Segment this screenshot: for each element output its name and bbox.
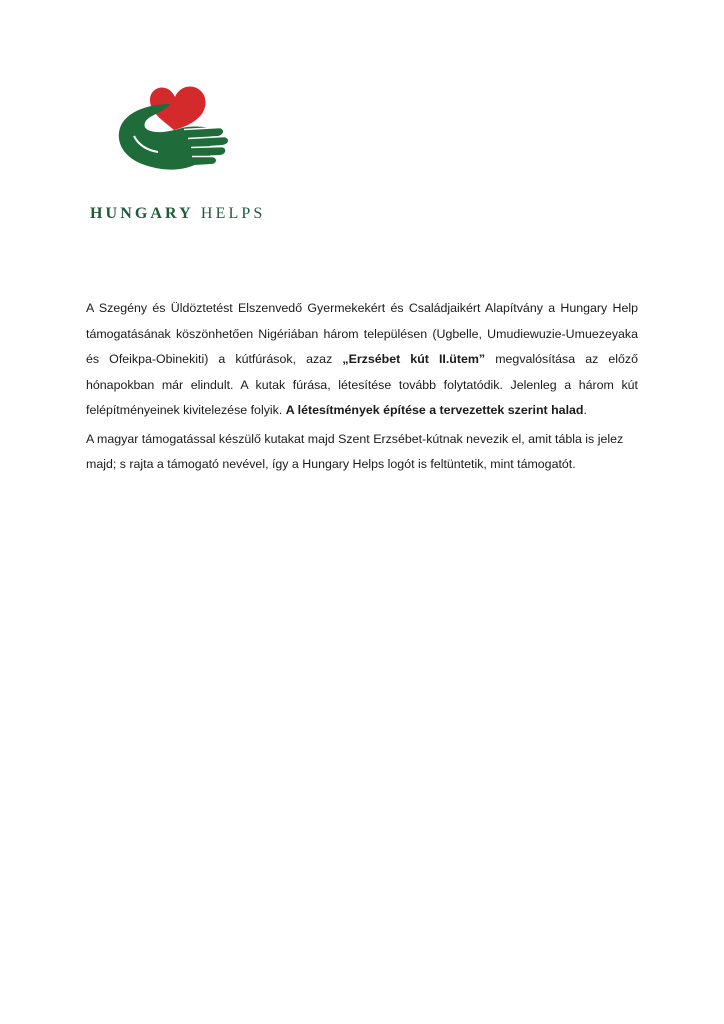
- finger-4: [192, 157, 216, 165]
- paragraph-2-text-1: A magyar támogatással készülő kutakat majd Szent Erzsébet-kútnak nevezik el, amit tábla is jelez majd; s rajta a támogató nevével, így a Hungary Helps logót is feltüntetik, mint támogatót.: [86, 431, 624, 471]
- logo-wordmark: [90, 205, 265, 223]
- heart-in-hand-icon: [112, 84, 232, 180]
- document-body: [86, 296, 638, 478]
- paragraph-1-text-2: megvalósítása az előző hónapokban már elindult. A kutak fúrása, létesítése tovább folytatódik. Jelenleg a három kút felépítményeinek kivitelezése folyik.: [86, 352, 638, 417]
- paragraph-1-text-1: A Szegény és Üldöztetést Elszenvedő Gyermekekért és Családjaikért Alapítvány a Hungary Help támogatásának köszönhetően Nigériában három településen (Ugbelle, Umudiewuzie-Umuezeyaka és Ofeikpa-Obinekiti) a kútfúrások, azaz: [86, 301, 638, 366]
- finger-3: [192, 147, 225, 156]
- paragraph-1: [86, 296, 638, 424]
- logo-wordmark-light: HELPS: [200, 205, 266, 222]
- paragraph-1-text-3: .: [583, 403, 587, 417]
- paragraph-1-bold-1: „Erzsébet kút II.ütem”: [342, 352, 486, 366]
- paragraph-1-bold-2: A létesítmények építése a tervezettek szerint halad: [285, 403, 584, 417]
- logo-wordmark-bold: HUNGARY: [90, 205, 194, 222]
- paragraph-2: [86, 427, 638, 478]
